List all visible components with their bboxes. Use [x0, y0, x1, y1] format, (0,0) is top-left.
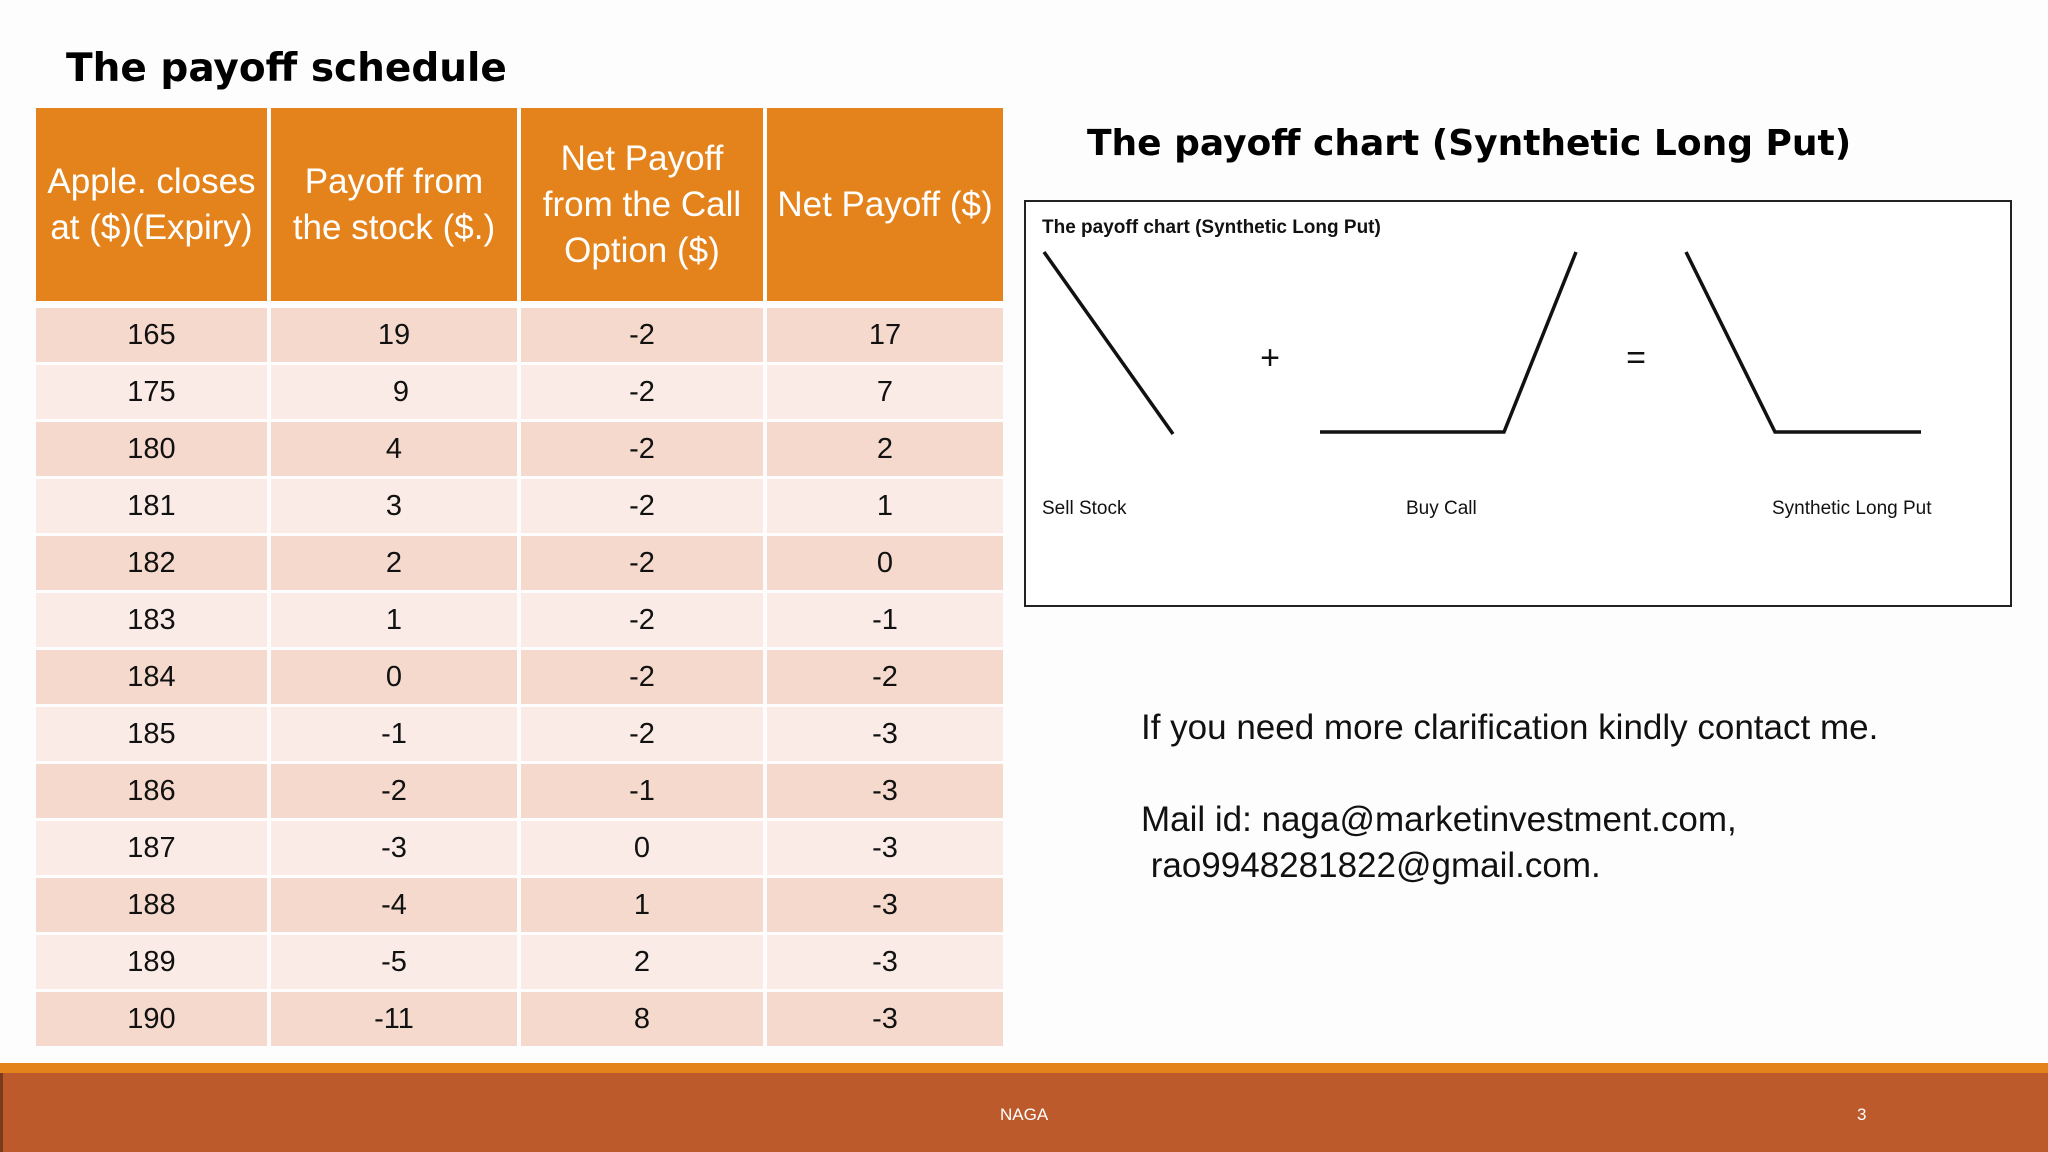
page-number: 3 [1857, 1105, 1867, 1124]
table-cell: 2 [271, 536, 517, 590]
table-header-row [36, 108, 1003, 301]
table-cell: -3 [767, 707, 1003, 761]
column-header-net-payoff: Net Payoff ($) [767, 108, 1003, 301]
table-cell: -3 [767, 992, 1003, 1046]
payoff-diagram-svg [1026, 202, 2014, 609]
table-row [36, 764, 1003, 818]
table-row [36, 650, 1003, 704]
table-cell: 9 [271, 365, 517, 419]
table-cell: -3 [767, 935, 1003, 989]
plus-sign: + [1260, 339, 1280, 377]
table-cell: 19 [271, 304, 517, 362]
table-cell: -4 [271, 878, 517, 932]
contact-info [1141, 705, 2001, 889]
buy-call-label: Buy Call [1406, 498, 1477, 519]
table-cell: 184 [36, 650, 267, 704]
table-cell: -2 [271, 764, 517, 818]
diagram-title: The payoff chart (Synthetic Long Put) [1042, 217, 1381, 238]
table-cell: 180 [36, 422, 267, 476]
payoff-schedule-table [32, 105, 1007, 1049]
table-cell: 1 [521, 878, 763, 932]
table-cell: 0 [521, 821, 763, 875]
table-cell: -11 [271, 992, 517, 1046]
table-cell: -1 [767, 593, 1003, 647]
table-cell: 2 [521, 935, 763, 989]
footer-accent-bar [0, 1063, 2048, 1073]
table-cell: -1 [521, 764, 763, 818]
equals-sign: = [1626, 339, 1646, 377]
table-cell: 17 [767, 304, 1003, 362]
table-cell: 2 [767, 422, 1003, 476]
footer-author: NAGA [1000, 1105, 1049, 1124]
column-header-apple-close: Apple. closes at ($)(Expiry) [36, 108, 267, 301]
table-cell: -2 [521, 593, 763, 647]
buy-call-line [1320, 252, 1576, 432]
table-cell: -3 [767, 764, 1003, 818]
table-row [36, 821, 1003, 875]
table-cell: -3 [767, 878, 1003, 932]
table-cell: -2 [521, 707, 763, 761]
table-cell: -2 [521, 536, 763, 590]
table-cell: 1 [767, 479, 1003, 533]
table-cell: 7 [767, 365, 1003, 419]
table-cell: 175 [36, 365, 267, 419]
table-cell: 190 [36, 992, 267, 1046]
table-cell: 181 [36, 479, 267, 533]
table-row [36, 707, 1003, 761]
table-cell: 188 [36, 878, 267, 932]
table-cell: -2 [521, 422, 763, 476]
table-cell: -2 [767, 650, 1003, 704]
table-cell: 4 [271, 422, 517, 476]
schedule-title: The payoff schedule [66, 46, 507, 91]
mail-id-text: Mail id: naga@marketinvestment.com, [1141, 800, 1737, 839]
table-cell: -2 [521, 304, 763, 362]
table-cell: 186 [36, 764, 267, 818]
table-cell: -3 [767, 821, 1003, 875]
table-row [36, 536, 1003, 590]
table-cell: 187 [36, 821, 267, 875]
table-cell: -5 [271, 935, 517, 989]
table-cell: 189 [36, 935, 267, 989]
table-row [36, 992, 1003, 1046]
table-row [36, 935, 1003, 989]
contact-request-text: If you need more clarification kindly contact me. [1141, 708, 1879, 747]
table-cell: 183 [36, 593, 267, 647]
table-cell: -1 [271, 707, 517, 761]
table-cell: 3 [271, 479, 517, 533]
column-header-call-payoff: Net Payoff from the Call Option ($) [521, 108, 763, 301]
column-header-stock-payoff: Payoff from the stock ($.) [271, 108, 517, 301]
table-row [36, 878, 1003, 932]
table-cell: -2 [521, 479, 763, 533]
table-row [36, 422, 1003, 476]
mail-id-secondary-text: rao9948281822@gmail.com. [1141, 846, 1601, 885]
table-cell: -3 [271, 821, 517, 875]
footer-edge [0, 1073, 3, 1152]
table-row [36, 479, 1003, 533]
table-row [36, 365, 1003, 419]
table-row [36, 593, 1003, 647]
table-cell: 182 [36, 536, 267, 590]
table-cell: 1 [271, 593, 517, 647]
table-cell: 165 [36, 304, 267, 362]
chart-section-title: The payoff chart (Synthetic Long Put) [1087, 123, 1852, 164]
synthetic-long-put-line [1686, 252, 1921, 432]
table-cell: -2 [521, 650, 763, 704]
synthetic-long-put-label: Synthetic Long Put [1772, 498, 1932, 519]
table-cell: 185 [36, 707, 267, 761]
sell-stock-label: Sell Stock [1042, 498, 1127, 519]
table-cell: -2 [521, 365, 763, 419]
sell-stock-line [1044, 252, 1173, 434]
payoff-diagram [1024, 200, 2012, 607]
table-cell: 0 [271, 650, 517, 704]
table-row [36, 304, 1003, 362]
table-cell: 8 [521, 992, 763, 1046]
table-cell: 0 [767, 536, 1003, 590]
